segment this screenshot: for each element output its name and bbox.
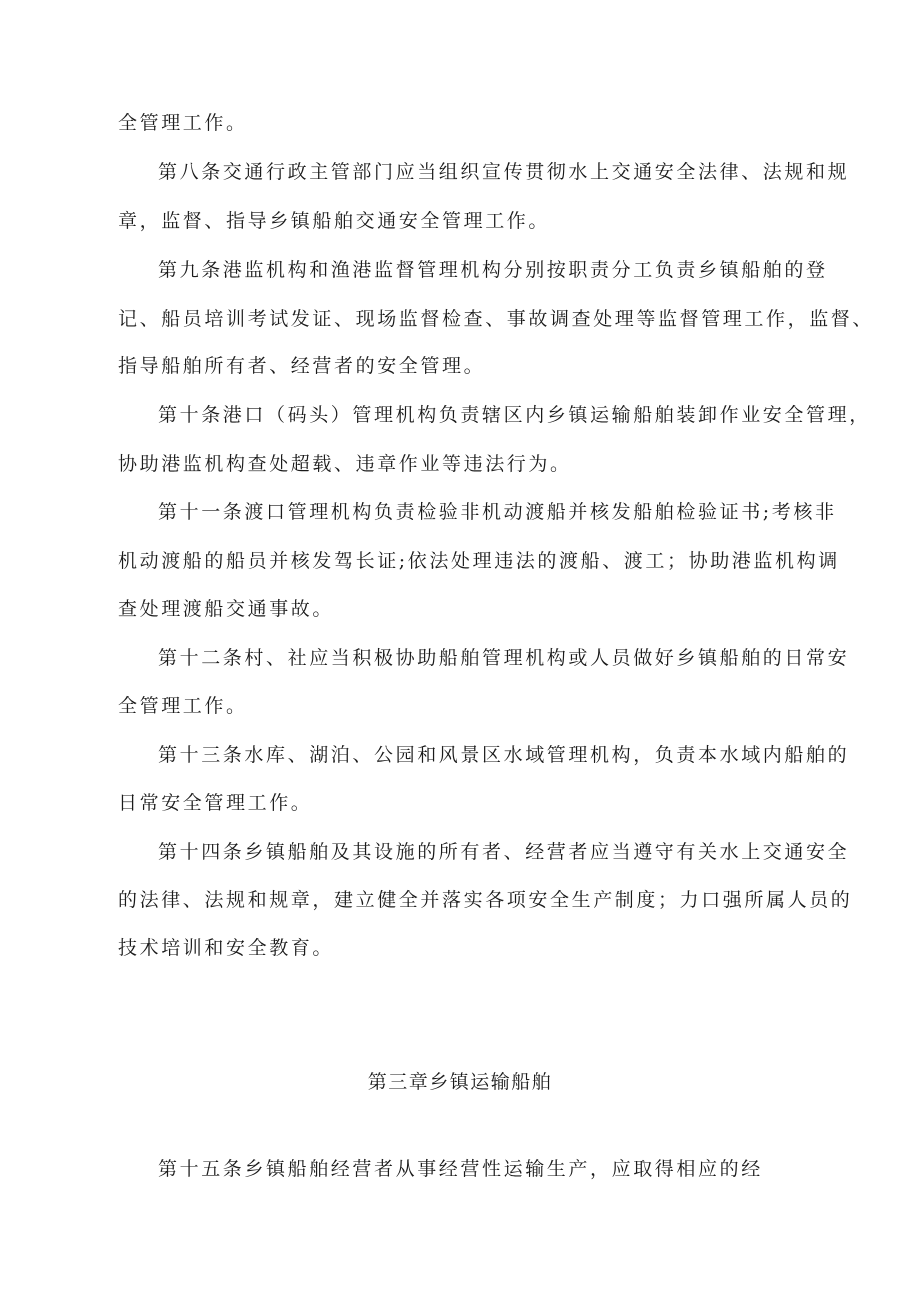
text-line: 查处理渡船交通事故。 [118,598,335,620]
text-line: 机动渡船的船员并核发驾长证;依法处理违法的渡船、渡工；协助港监机构调 [118,550,840,572]
text-line: 第十一条渡口管理机构负责检验非机动渡船并核发船舶检验证书;考核非 [158,501,837,523]
text-line: 第十条港口（码头）管理机构负责辖区内乡镇运输船舶装卸作业安全管理， [158,404,871,426]
text-line: 第十三条水库、湖泊、公园和风景区水域管理机构，负责本水域内船舶的 [158,744,850,766]
chapter-heading: 第三章乡镇运输船舶 [367,1071,553,1093]
text-line: 全管理工作。 [118,112,248,134]
text-line: 章，监督、指导乡镇船舶交通安全管理工作。 [118,210,551,232]
text-line: 第八条交通行政主管部门应当组织宣传贯彻水上交通安全法律、法规和规 [158,161,850,183]
text-line: 的法律、法规和规章，建立健全并落实各项安全生产制度；力口强所属人员的 [118,889,853,911]
text-line: 协助港监机构查处超载、违章作业等违法行为。 [118,453,572,475]
text-line: 指导船舶所有者、经营者的安全管理。 [118,355,486,377]
text-line: 技术培训和安全教育。 [118,937,335,959]
text-line: 记、船员培训考试发证、现场监督检查、事故调查处理等监督管理工作，监督、 [118,308,875,330]
text-line: 日常安全管理工作。 [118,792,313,814]
text-line: 第十二条村、社应当积极协助船舶管理机构或人员做好乡镇船舶的日常安 [158,647,850,669]
text-line: 第十四条乡镇船舶及其设施的所有者、经营者应当遵守有关水上交通安全 [158,841,850,863]
text-line: 全管理工作。 [118,695,248,717]
text-line: 第十五条乡镇船舶经营者从事经营性运输生产，应取得相应的经 [158,1158,763,1180]
text-line: 第九条港监机构和渔港监督管理机构分别按职责分工负责乡镇船舶的登 [158,259,828,281]
